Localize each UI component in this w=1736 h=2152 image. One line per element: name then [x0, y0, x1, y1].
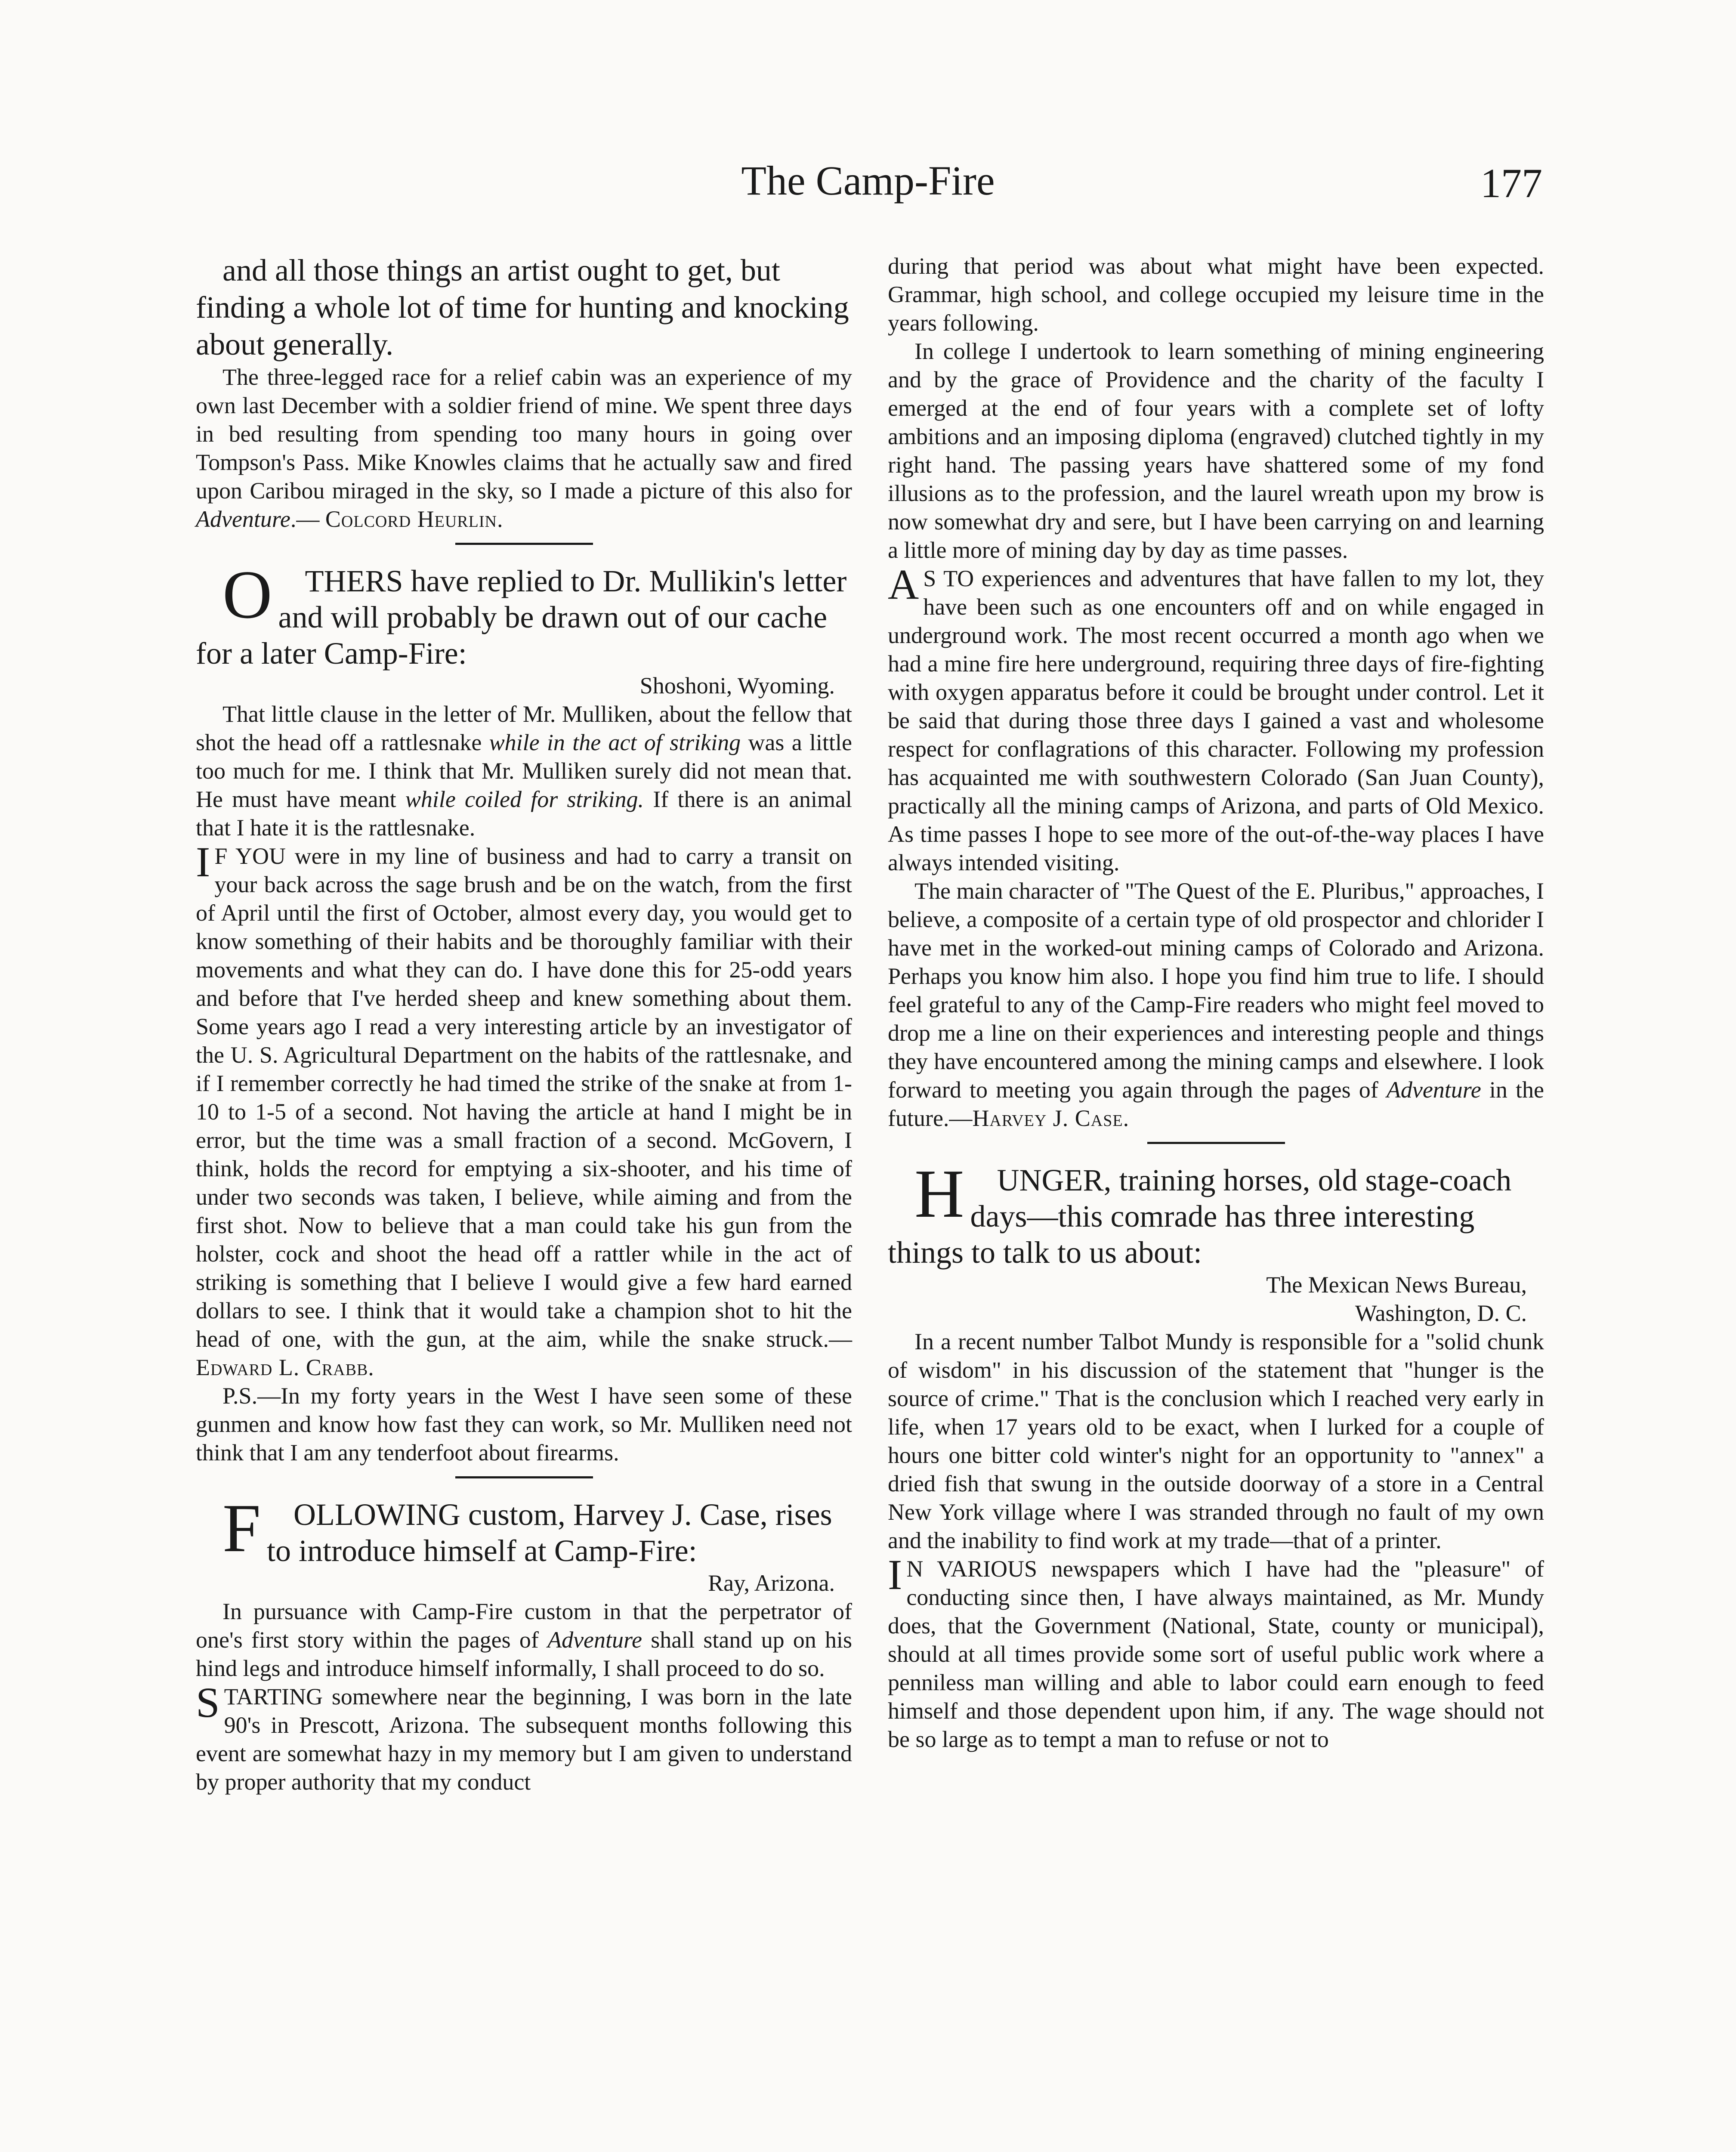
asto-dropcap: A: [888, 560, 919, 608]
main-text-b: in the future.—: [888, 1077, 1544, 1131]
pursuance-text-b: shall stand up on his hind legs and introduce himself informally, I shall proceed to do so.: [196, 1627, 853, 1681]
starting-paragraph: [196, 1679, 852, 1796]
pursuance-italic: Adventure: [547, 1627, 642, 1653]
ifyou-text: F YOU were in my line of business and had to carry a transit on your back across the sage brush and be on the watch, from the first of April until the first of October, almost every day, you would get to know something of their habits and be thoroughly familiar with their movements and what they can do. I have done this for 25-odd years and before that I've herded sheep and knew something about them. Some years ago I read a very interesting article by an investigator of the U. S. Agricultural Department on the habits of the rattlesnake, and if I remember correctly he had timed the strike of the snake at from 1-10 to 1-5 of a second. Not having the article at hand I might be in error, but the time was a small fraction of a second. McGovern, I think, holds the record for emptying a six-shooter, and his time of under two seconds was taken, I believe, while aiming and from the first shot. Now to believe that a man could take his gun from the holster, cock and shoot the head off a rattler while in the act of striking is something that I believe I would give a few hard earned dollars to see. I think that it would take a champion shot to hit the head of one, with the gun, at the aim, while the snake struck.—: [196, 843, 852, 1352]
starting-text: TARTING somewhere near the beginning, I was born in the late 90's in Prescott, Arizona. The subsequent months following this event are somewhat hazy in my memory but I am given to understand by proper authority that my conduct: [196, 1684, 852, 1795]
shoshoni-text-a: That little clause in the letter of Mr. Mulliken, about the fellow that shot the head off a rattlesnake: [196, 701, 852, 755]
shoshoni-dateline: Shoshoni, Wyoming.: [639, 673, 835, 699]
page-number: 177: [1480, 160, 1542, 206]
crabb-signature: Edward L. Crabb.: [196, 1354, 374, 1380]
heurlin-signature: Colcord Heurlin.: [325, 506, 504, 532]
heurlin-paragraph: [196, 363, 852, 533]
bureau-dateline: The Mexican News Bureau,: [1266, 1272, 1527, 1298]
heurlin-dash: .—: [290, 506, 320, 532]
others-dropcap: O: [222, 556, 272, 633]
section-rule: [455, 1476, 593, 1478]
main-text-a: The main character of "The Quest of the E. Pluribus," approaches, I believe, a composite of a certain type of old prospector and chlorider I have met in the worked-out mining camps of Colorado and Arizona. Perhaps you know him also. I hope you find him true to life. I should feel grateful to any of the Camp-Fire readers who might feel moved to drop me a line on their experiences and interesting people and things they have encountered among the mining camps and elsewhere. I look forward to meeting you again through the pages of: [888, 878, 1544, 1103]
shoshoni-text-c: If there is an animal that I hate it is the rattlesnake.: [196, 786, 853, 841]
heurlin-text: The three-legged race for a relief cabin was an experience of my own last December with a soldier friend of mine. We spent three days in bed resulting from spending too many hours in going over Tompson's Pass. Mike Knowles claims that he actually saw and fired upon Caribou miraged in the sky, so I made a picture of this also for: [196, 364, 852, 504]
running-head: The Camp-Fire: [741, 158, 995, 204]
hunger-text: UNGER, training horses, old stage-coach days—this comrade has three interesting things to talk to us about:: [888, 1163, 1512, 1270]
following-dropcap: F: [222, 1490, 261, 1566]
shoshoni-italic-2: while coiled for striking.: [405, 786, 644, 812]
ps-paragraph: P.S.—In my forty years in the West I have seen some of these gunmen and know how fast they can work, so Mr. Mulliken need not think that I am any tenderfoot about firearms.: [196, 1383, 852, 1466]
left-column: [196, 252, 852, 1796]
shoshoni-paragraph: [196, 700, 852, 842]
heurlin-adventure: Adventure: [196, 506, 290, 532]
continued-paragraph: during that period was about what might have been expected. Grammar, high school, and college occupied my leisure time in the years following.: [888, 253, 1544, 336]
section-rule: [455, 543, 593, 545]
pursuance-text-a: In pursuance with Camp-Fire custom in that the perpetrator of one's first story within the pages of: [196, 1599, 852, 1653]
starting-dropcap: S: [196, 1679, 220, 1726]
case-signature: Harvey J. Case.: [972, 1105, 1130, 1131]
ifyou-paragraph: [196, 838, 852, 1382]
recent-paragraph: In a recent number Talbot Mundy is responsible for a "solid chunk of wisdom" in his discussion of the statement that "hunger is the source of crime." That is the conclusion which I reached very early in life, when 17 years old to be exact, when I lurked for a couple of hours one bitter cold winter's night for an opportunity to "annex" a dried fish that swung in the outside doorway of a store in a Central New York village where I was stranded through no fault of my own and the inability to find work at my trade—that of a printer.: [888, 1329, 1544, 1553]
invarious-text: N VARIOUS newspapers which I have had the "pleasure" of conducting since then, I have always maintained, as Mr. Mundy does, that the Government (National, State, county or municipal), should at all times provide some sort of useful public work where a penniless man willing and able to labor could earn enough to feed himself and those dependent upon him, if any. The wage should not be so large as to tempt a man to refuse or not to: [888, 1556, 1544, 1752]
hunger-intro: [888, 1155, 1544, 1271]
continued-lead: and all those things an artist ought to get, but finding a whole lot of time for hunting and knocking about generally.: [196, 253, 849, 362]
following-text: OLLOWING custom, Harvey J. Case, rises to introduce himself at Camp-Fire:: [266, 1497, 832, 1568]
others-intro: [196, 556, 852, 671]
section-rule: [1147, 1142, 1285, 1144]
shoshoni-italic-1: while in the act of striking: [489, 730, 741, 755]
following-intro: [196, 1490, 852, 1569]
right-column: [888, 252, 1544, 1753]
bureau-dateline-city: Washington, D. C.: [1355, 1300, 1527, 1326]
main-character-paragraph: [888, 877, 1544, 1132]
invarious-dropcap: I: [888, 1551, 902, 1599]
others-text: THERS have replied to Dr. Mullikin's letter and will probably be drawn out of our cache for a later Camp-Fire:: [196, 564, 847, 671]
ray-dateline: Ray, Arizona.: [708, 1570, 835, 1596]
college-paragraph: In college I undertook to learn something of mining engineering and by the grace of Providence and the charity of the faculty I emerged at the end of four years with a complete set of lofty ambitions and an imposing diploma (engraved) clutched tightly in my right hand. The passing years have shattered some of my fond illusions as to the profession, and the laurel wreath upon my brow is now somewhat dry and sere, but I have been carrying on and learning a little more of mining day by day as time passes.: [888, 338, 1544, 563]
pursuance-paragraph: [196, 1597, 852, 1682]
main-italic: Adventure: [1386, 1077, 1481, 1103]
ifyou-dropcap: I: [196, 838, 210, 886]
invarious-paragraph: [888, 1551, 1544, 1753]
shoshoni-text-b: was a little too much for me. I think that Mr. Mulliken surely did not mean that. He must have meant: [196, 730, 852, 812]
asto-paragraph: [888, 560, 1544, 877]
asto-text: S TO experiences and adventures that have fallen to my lot, they have been such as one encounters off and on while engaged in underground work. The most recent occurred a month ago when we had a mine fire here underground, requiring three days of fire-fighting with oxygen apparatus before it could be brought under control. Let it be said that during those three days I gained a vast and wholesome respect for conflagrations of this character. Following my profession has acquainted me with southwestern Colorado (San Juan County), practically all the mining camps of Arizona, and parts of Old Mexico. As time passes I hope to see more of the out-of-the-way places I have always intended visiting.: [888, 566, 1544, 875]
hunger-dropcap: H: [914, 1155, 964, 1232]
